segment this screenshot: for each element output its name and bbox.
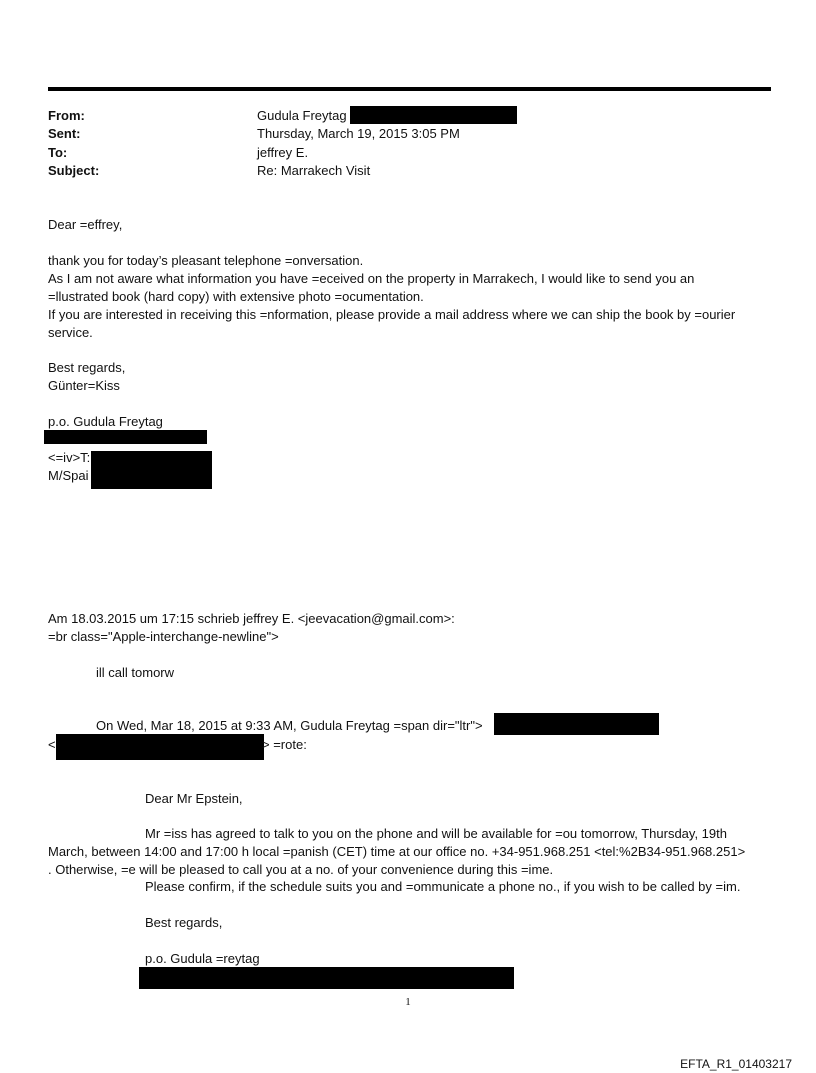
- redaction-quote-signature: [139, 967, 514, 989]
- from-value: Gudula Freytag: [257, 108, 347, 123]
- subject-value: Re: Marrakech Visit: [257, 163, 371, 178]
- redaction-quote-email: [494, 713, 659, 735]
- body-closing: Best regards,: [48, 360, 126, 375]
- redaction-from-email: [350, 106, 517, 124]
- to-label: To:: [48, 145, 68, 160]
- sent-value: Thursday, March 19, 2015 3:05 PM: [257, 126, 460, 141]
- redaction-signature-email: [44, 430, 207, 444]
- subject-label: Subject:: [48, 163, 100, 178]
- quote1-br: =br class="Apple-interchange-newline">: [48, 629, 279, 644]
- quote2-greeting: Dear Mr Epstein,: [145, 791, 243, 806]
- signature-po: p.o. Gudula Freytag: [48, 414, 163, 429]
- from-label: From:: [48, 108, 85, 123]
- to-value: jeffrey E.: [257, 145, 309, 160]
- page-number: 1: [405, 996, 411, 1008]
- quote1-intro: Am 18.03.2015 um 17:15 schrieb jeffrey E. <jeevacation@gmail.com>:: [48, 611, 455, 626]
- sent-label: Sent:: [48, 126, 81, 141]
- body-paragraph-line: thank you for today’s pleasant telephone =onversation.: [48, 253, 364, 268]
- body-paragraph-line: =llustrated book (hard copy) with extensive photo =ocumentation.: [48, 289, 424, 304]
- body-paragraph-line: If you are interested in receiving this =nformation, please provide a mail address where we can ship the book by =ourier: [48, 307, 736, 322]
- signature-div-t: <=iv>T:: [48, 450, 91, 465]
- quote2-po: p.o. Gudula =reytag: [145, 951, 260, 966]
- quote2-intro: On Wed, Mar 18, 2015 at 9:33 AM, Gudula Freytag =span dir="ltr">: [96, 718, 483, 733]
- quote2-closing: Best regards,: [145, 915, 223, 930]
- quote1-text: ill call tomorw: [96, 665, 175, 680]
- document-id: EFTA_R1_01403217: [680, 1057, 792, 1071]
- quote2-paragraph-line: Please confirm, if the schedule suits you and =ommunicate a phone no., if you wish to be called by =im.: [145, 879, 741, 894]
- body-signer: Günter=Kiss: [48, 378, 120, 393]
- body-paragraph-line: As I am not aware what information you have =eceived on the property in Marrakech, I would like to send you an: [48, 271, 695, 286]
- redaction-quote-email-2: [56, 734, 264, 760]
- header-rule: [48, 87, 771, 91]
- body-paragraph-line: service.: [48, 325, 93, 340]
- quote2-paragraph-line: March, between 14:00 and 17:00 h local =panish (CET) time at our office no. +34-951.968.251 <tel:%2B34-951.968.251>: [48, 844, 746, 859]
- quote2-wrote: > =rote:: [262, 737, 307, 752]
- quote2-paragraph-line: Mr =iss has agreed to talk to you on the phone and will be available for =ou tomorrow, Thursday, 19th: [145, 826, 727, 841]
- redaction-signature-phones: [91, 451, 212, 489]
- body-greeting: Dear =effrey,: [48, 217, 123, 232]
- quote2-lt: <: [48, 737, 56, 752]
- signature-m-spai: M/Spai: [48, 468, 89, 483]
- quote2-paragraph-line: . Otherwise, =e will be pleased to call you at a no. of your convenience during this =ime.: [48, 862, 554, 877]
